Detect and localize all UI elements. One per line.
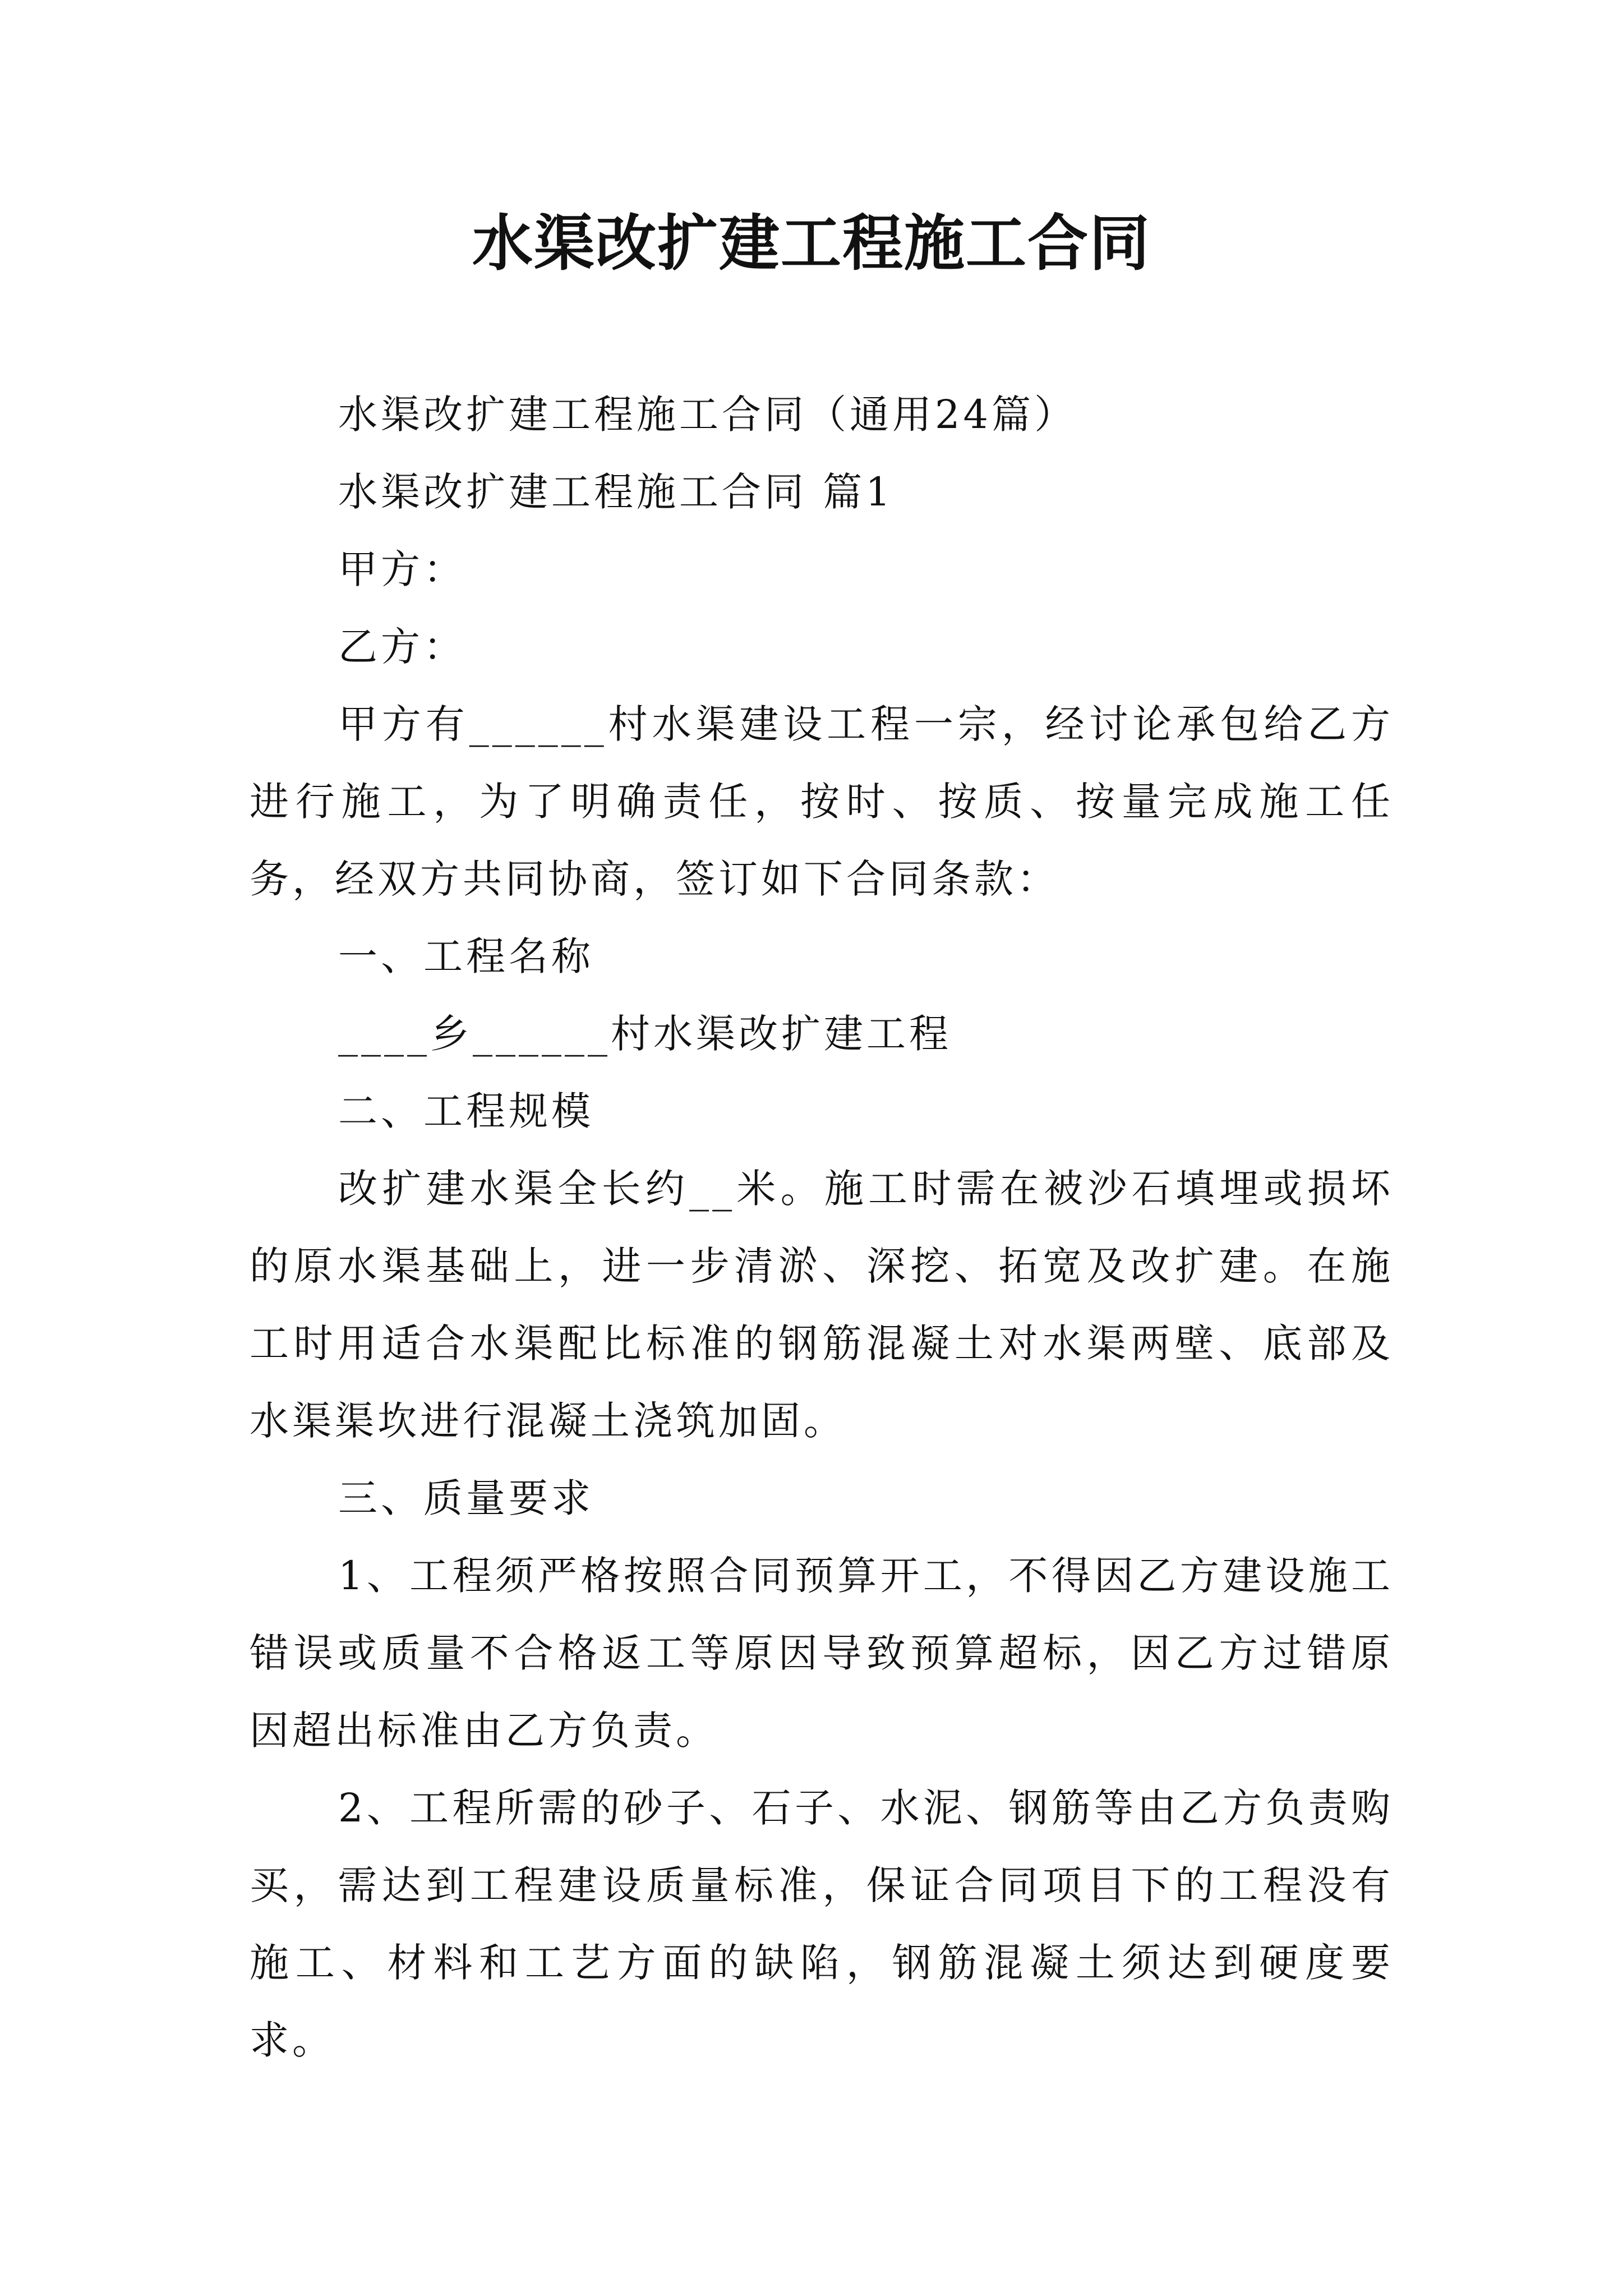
- document-title: 水渠改扩建工程施工合同: [472, 209, 1151, 279]
- paragraph-quality-1: 1、工程须严格按照合同预算开工，不得因乙方建设施工错误或质量不合格返工等原因导致预算超标，因乙方过错原因超出标准由乙方负责。: [250, 1553, 1394, 1754]
- paragraph-heading-project-name: 一、工程名称: [338, 933, 594, 979]
- document-body: [250, 376, 1394, 2079]
- paragraph-section-heading: 水渠改扩建工程施工合同 篇1: [338, 469, 894, 515]
- paragraph-intro: 甲方有______村水渠建设工程一宗，经讨论承包给乙方进行施工，为了明确责任，按时、按质、按量完成施工任务，经双方共同协商，签订如下合同条款：: [250, 701, 1394, 902]
- paragraph-party-a: 甲方：: [338, 546, 466, 592]
- paragraph-subtitle: 水渠改扩建工程施工合同（通用24篇）: [338, 392, 1077, 438]
- paragraph-quality-2: 2、工程所需的砂子、石子、水泥、钢筋等由乙方负责购买，需达到工程建设质量标准，保证合同项目下的工程没有施工、材料和工艺方面的缺陷，钢筋混凝土须达到硬度要求。: [250, 1785, 1394, 2063]
- paragraph-project-scale: 改扩建水渠全长约__米。施工时需在被沙石填埋或损坏的原水渠基础上，进一步清淤、深挖、拓宽及改扩建。在施工时用适合水渠配比标准的钢筋混凝土对水渠两壁、底部及水渠渠坎进行混凝土浇筑加固。: [250, 1166, 1394, 1444]
- paragraph-project-name: ____乡______村水渠改扩建工程: [338, 1011, 952, 1057]
- paragraph-heading-project-scale: 二、工程规模: [338, 1088, 594, 1134]
- paragraph-party-b: 乙方：: [338, 624, 466, 670]
- paragraph-heading-quality: 三、质量要求: [338, 1475, 594, 1521]
